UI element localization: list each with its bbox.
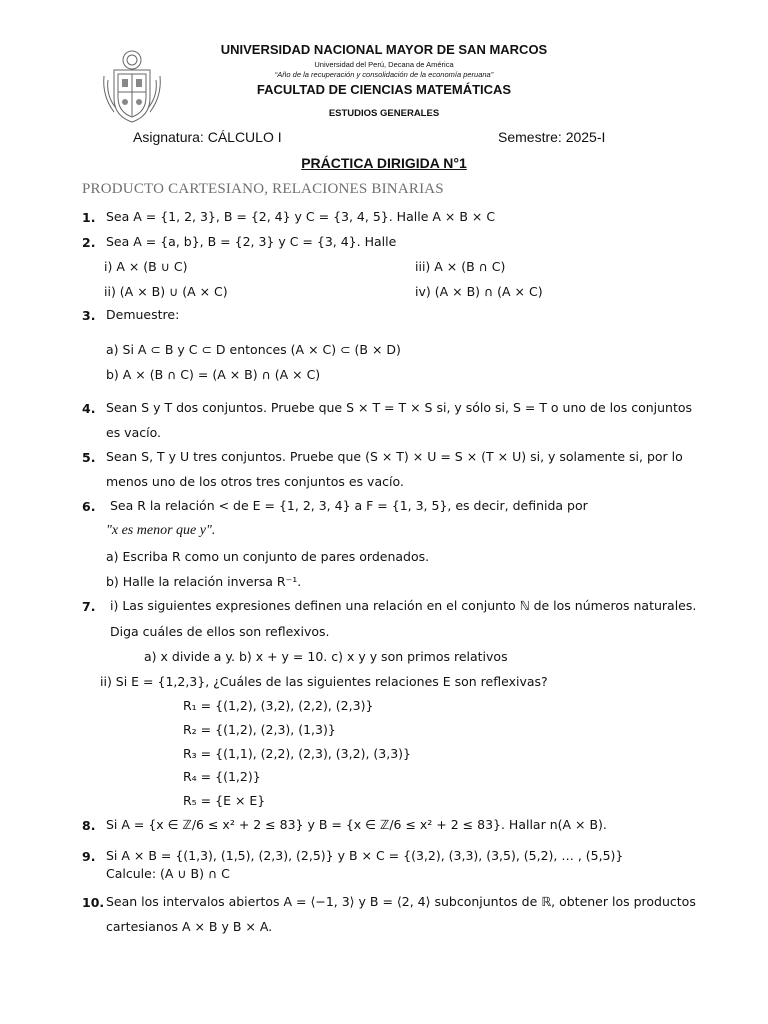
relation-r5: R₅ = {E × E} (183, 793, 266, 808)
problem-1-number: 1. (82, 210, 96, 225)
problem-4-number: 4. (82, 401, 96, 416)
semester-label: Semestre: 2025-I (498, 129, 606, 145)
problem-3-item-a: a) Si A ⊂ B y C ⊂ D entonces (A × C) ⊂ (B × D) (106, 342, 401, 357)
course-label: Asignatura: CÁLCULO I (133, 129, 282, 145)
university-subtitle: Universidad del Perú, Decana de América (314, 60, 454, 69)
problem-6-line-1: Sea R la relación < de E = {1, 2, 3, 4} a F = {1, 3, 5}, es decir, definida por (110, 498, 588, 513)
problem-2-number: 2. (82, 235, 96, 250)
problem-5-line-1: Sean S, T y U tres conjuntos. Pruebe que (S × T) × U = S × (T × U) si, y solamente si, por lo (106, 449, 683, 464)
problem-9-number: 9. (82, 849, 96, 864)
problem-4-line-1: Sean S y T dos conjuntos. Pruebe que S × T = T × S si, y sólo si, S = T o uno de los conjuntos (106, 400, 693, 415)
problem-2-item-i: i) A × (B ∪ C) (104, 259, 188, 274)
problem-2-item-iii: iii) A × (B ∩ C) (415, 259, 506, 274)
problem-1-text: Sea A = {1, 2, 3}, B = {2, 4} y C = {3, 4, 5}. Halle A × B × C (106, 209, 496, 224)
year-motto: “Año de la recuperación y consolidación de la economía peruana” (274, 70, 494, 79)
problem-6-item-b: b) Halle la relación inversa R⁻¹. (106, 574, 302, 589)
problem-3-item-b: b) A × (B ∩ C) = (A × B) ∩ (A × C) (106, 367, 321, 382)
problem-10-number: 10. (82, 895, 105, 910)
problem-10-line-2: cartesianos A × B y B × A. (106, 919, 273, 934)
problem-7-line-1: i) Las siguientes expresiones definen una relación en el conjunto ℕ de los números naturales. (110, 598, 697, 613)
problem-9-line-2: Calcule: (A ∪ B) ∩ C (106, 866, 230, 881)
relation-r2: R₂ = {(1,2), (2,3), (1,3)} (183, 722, 336, 737)
problem-8-text: Si A = {x ∈ ℤ/6 ≤ x² + 2 ≤ 83} y B = {x ∈ ℤ/6 ≤ x² + 2 ≤ 83}. Hallar n(A × B). (106, 817, 607, 832)
problem-10-line-1: Sean los intervalos abiertos A = ⟨−1, 3⟩ y B = ⟨2, 4⟩ subconjuntos de ℝ, obtener los productos (106, 894, 696, 909)
problem-6-line-2: "x es menor que y". (106, 523, 216, 538)
problem-2-item-iv: iv) (A × B) ∩ (A × C) (415, 284, 543, 299)
department-name: ESTUDIOS GENERALES (328, 108, 440, 119)
problem-5-number: 5. (82, 450, 96, 465)
faculty-name: FACULTAD DE CIENCIAS MATEMÁTICAS (256, 82, 512, 97)
practice-title: PRÁCTICA DIRIGIDA N°1 (301, 155, 467, 171)
problem-2-item-ii: ii) (A × B) ∪ (A × C) (104, 284, 228, 299)
relation-r4: R₄ = {(1,2)} (183, 769, 261, 784)
problem-3-number: 3. (82, 308, 96, 323)
university-name: UNIVERSIDAD NACIONAL MAYOR DE SAN MARCOS (220, 42, 548, 57)
problem-7-line-3: a) x divide a y. b) x + y = 10. c) x y y son primos relativos (144, 649, 508, 664)
problem-4-line-2: es vacío. (106, 425, 161, 440)
problem-6-item-a: a) Escriba R como un conjunto de pares ordenados. (106, 549, 430, 564)
problem-7-line-4: ii) Si E = {1,2,3}, ¿Cuáles de las siguientes relaciones E son reflexivas? (100, 674, 548, 689)
relation-r3: R₃ = {(1,1), (2,2), (2,3), (3,2), (3,3)} (183, 746, 411, 761)
problem-2-text: Sea A = {a, b}, B = {2, 3} y C = {3, 4}. Halle (106, 234, 397, 249)
problem-9-line-1: Si A × B = {(1,3), (1,5), (2,3), (2,5)} y B × C = {(3,2), (3,3), (3,5), (5,2), … , (5,5)} (106, 848, 624, 863)
problem-8-number: 8. (82, 818, 96, 833)
problem-7-line-2: Diga cuáles de ellos son reflexivos. (110, 624, 330, 639)
problem-3-text: Demuestre: (106, 307, 180, 322)
relation-r1: R₁ = {(1,2), (3,2), (2,2), (2,3)} (183, 698, 374, 713)
problem-7-number: 7. (82, 599, 96, 614)
topic-heading: PRODUCTO CARTESIANO, RELACIONES BINARIAS (82, 181, 444, 197)
problem-6-number: 6. (82, 499, 96, 514)
problem-5-line-2: menos uno de los otros tres conjuntos es vacío. (106, 474, 404, 489)
